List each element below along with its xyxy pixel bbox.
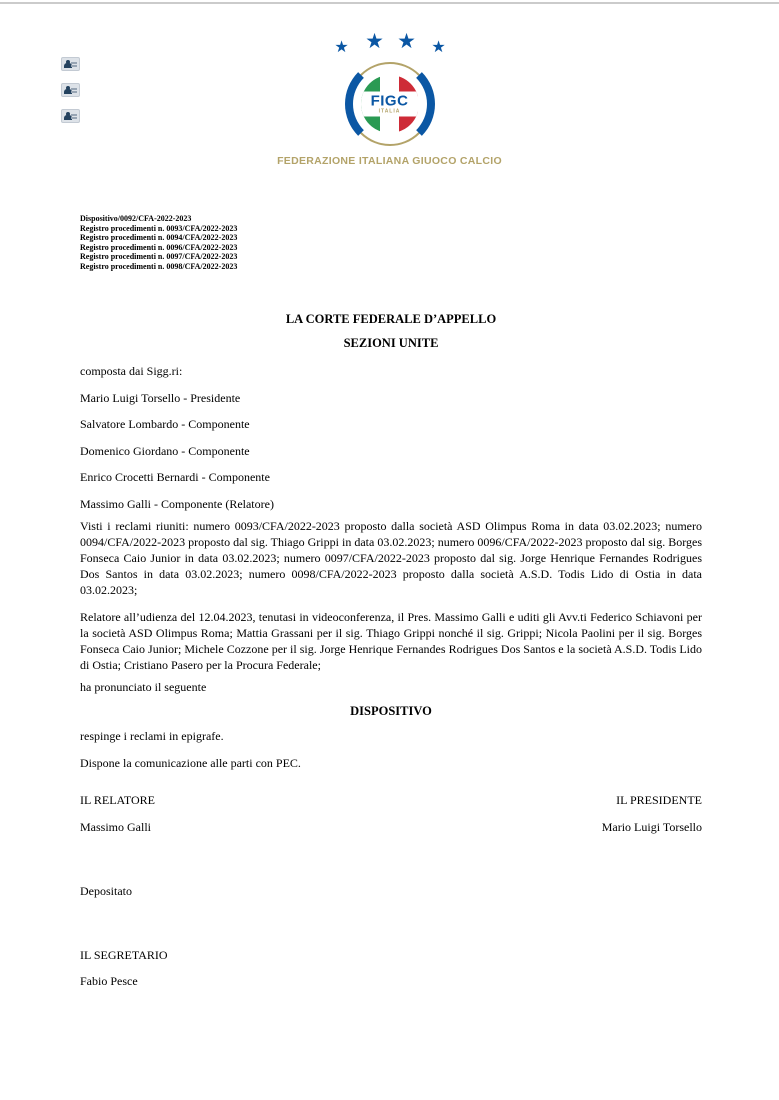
registry-line: Registro procedimenti n. 0098/CFA/2022-2023 bbox=[80, 261, 238, 271]
federation-name: FEDERAZIONE ITALIANA GIUOCO CALCIO bbox=[277, 155, 502, 167]
paragraph-relatore-udienza: Relatore all’udienza del 12.04.2023, tenutasi in videoconferenza, il Pres. Massimo Galli e uditi gli Avv.ti Federico Schiavoni per la società ASD Olimpus Roma; Mattia Grassani per il sig. Thiago Grippi nonché il sig. Grippi; Nicola Paolini per il sig. Borges Fonseca Caio Junior; Michele Cozzone per il sig. Jorge Henrique Fernandes Rodrigues Dos Santos e la società A.S.D. Todis Lido di Ostia; Cristiano Pasero per la Procura Federale; bbox=[80, 609, 702, 672]
pronounce-line: ha pronunciato il seguente bbox=[80, 679, 207, 694]
dispositivo-heading: DISPOSITIVO bbox=[350, 703, 432, 718]
relatore-name: Massimo Galli bbox=[80, 819, 151, 834]
panel-member: Enrico Crocetti Bernardi - Componente bbox=[80, 470, 270, 484]
panel-member: Domenico Giordano - Componente bbox=[80, 443, 250, 458]
segretario-label: IL SEGRETARIO bbox=[80, 947, 168, 962]
registry-line: Registro procedimenti n. 0096/CFA/2022-2023 bbox=[80, 242, 238, 252]
dispositivo-line: respinge i reclami in epigrafe. bbox=[80, 728, 224, 743]
star-icon: ★ bbox=[365, 29, 384, 53]
italia-wordmark: ITALIA bbox=[378, 108, 401, 114]
star-row bbox=[315, 29, 465, 59]
star-icon: ★ bbox=[334, 39, 349, 56]
depositato-label: Depositato bbox=[80, 883, 132, 898]
panel-intro: composta dai Sigg.ri: bbox=[80, 364, 183, 378]
panel-member: Massimo Galli - Componente (Relatore) bbox=[80, 496, 274, 511]
dispositivo-line: Dispone la comunicazione alle parti con PEC. bbox=[80, 755, 301, 770]
panel-member: Mario Luigi Torsello - Presidente bbox=[80, 390, 241, 405]
registry-block bbox=[80, 214, 237, 272]
document-body bbox=[80, 363, 702, 989]
relatore-label: IL RELATORE bbox=[80, 792, 155, 807]
italian-flag-circle bbox=[361, 75, 419, 133]
registry-line: Registro procedimenti n. 0097/CFA/2022-2023 bbox=[80, 252, 238, 262]
registry-line: Dispositivo/0092/CFA-2022-2023 bbox=[80, 214, 192, 223]
signature-labels-row bbox=[80, 792, 702, 808]
figc-logo bbox=[0, 29, 779, 167]
star-icon: ★ bbox=[431, 39, 446, 56]
court-title: LA CORTE FEDERALE D’APPELLO bbox=[285, 312, 497, 326]
figc-emblem bbox=[345, 59, 435, 149]
segretario-name: Fabio Pesce bbox=[80, 973, 138, 988]
registry-line: Registro procedimenti n. 0093/CFA/2022-2023 bbox=[80, 223, 238, 233]
signature-names-row bbox=[80, 819, 702, 835]
presidente-label: IL PRESIDENTE bbox=[616, 792, 702, 807]
presidente-name: Mario Luigi Torsello bbox=[601, 819, 702, 834]
document-title-block bbox=[80, 312, 702, 351]
page-top-divider bbox=[0, 2, 779, 4]
emblem-text-band bbox=[361, 92, 419, 117]
star-icon: ★ bbox=[397, 29, 416, 53]
figc-wordmark: FIGC bbox=[370, 92, 409, 109]
paragraph-visti-reclami: Visti i reclami riuniti: numero 0093/CFA/2022-2023 proposto dalla società ASD Olimpus Roma in data 03.02.2023; numero 0094/CFA/2022-2023 proposto dal sig. Thiago Grippi in data 03.02.2023; numero 0096/CFA/2022-2023 proposto dal sig. Borges Fonseca Caio Junior in data 03.02.2023; numero 0097/CFA/2022-2023 proposto dal sig. Jorge Henrique Fernandes Rodrigues Dos Santos in data 03.02.2023; numero 0098/CFA/2022-2023 proposto dalla società A.S.D. Todis Lido di Ostia in data 03.02.2023; bbox=[80, 518, 702, 597]
panel-member: Salvatore Lombardo - Componente bbox=[80, 417, 250, 431]
court-subtitle: SEZIONI UNITE bbox=[343, 336, 439, 350]
registry-line: Registro procedimenti n. 0094/CFA/2022-2023 bbox=[80, 233, 238, 243]
